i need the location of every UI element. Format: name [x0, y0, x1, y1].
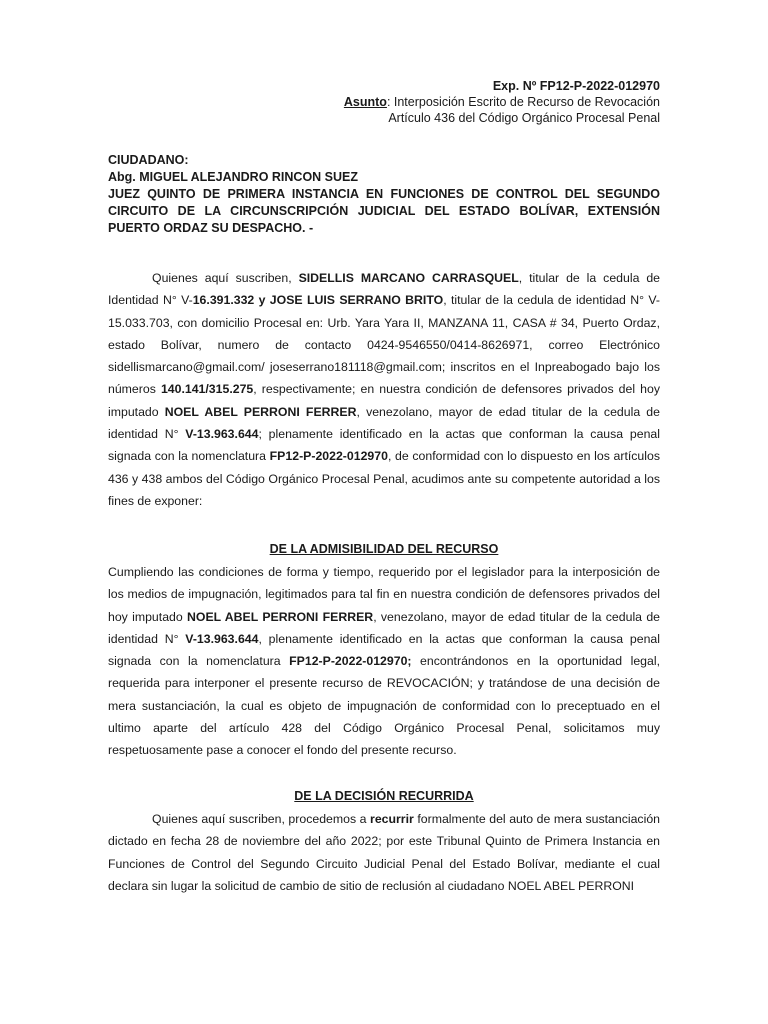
intro-bold-6: FP12-P-2022-012970 [269, 449, 388, 464]
intro-text-3: , titular de la cedula de identidad N° V-15.033.703, con domicilio Procesal en: Urb. Yara Yara II, MANZANA 11, CASA # 34, Puerto Ordaz, estado Bolívar, numero de contacto 0424-9546550/0414-8626971, correo Electrónico sidellismarcano@gmail.com/ joseserrano181118@gmail.com; inscritos en el Inpreabogado bajo los números [108, 293, 660, 397]
subject-line-2: Artículo 436 del Código Orgánico Procesal Penal [388, 111, 660, 125]
addressee-block [108, 152, 660, 237]
intro-bold-1: SIDELLIS MARCANO CARRASQUEL [298, 271, 519, 285]
intro-text-5: , venezolano, mayor de edad titular de la cedula de identidad N° [108, 404, 660, 442]
s1-bold-1: NOEL ABEL PERRONI FERRER [187, 609, 374, 624]
intro-text-4: , respectivamente; en nuestra condición de defensores privados del hoy imputado [108, 382, 660, 419]
s2-text-1: Quienes aquí suscriben, procedemos a [152, 812, 371, 826]
intro-paragraph [108, 267, 660, 512]
intro-text-6: ; plenamente identificado en la actas que conforman la causa penal signada con la nomenclatura [108, 427, 660, 464]
intro-bold-3: 140.141/315.275 [160, 382, 254, 397]
intro-text-7: , de conformidad con lo dispuesto en los artículos 436 y 438 ambos del Código Orgánico Procesal Penal, acudimos ante su competente autoridad a los fines de exponer: [108, 449, 660, 508]
s2-text-2: formalmente del auto de mera sustanciación dictado en fecha 28 de noviembre del año 2022; por este Tribunal Quinto de Primera Instancia en Funciones de Control del Segundo Circuito Judicial Penal del Estado Bolívar, mediante el cual declara sin lugar la solicitud de cambio de sitio de reclusión al ciudadano NOEL ABEL PERRONI [108, 812, 660, 893]
intro-bold-5: V-13.963.644 [185, 427, 259, 442]
s1-bold-2: V-13.963.644 [185, 631, 259, 646]
s1-text-2: , venezolano, mayor de edad titular de la cedula de identidad N° [108, 609, 660, 646]
document-header [344, 78, 660, 126]
intro-text-2: , titular de la cedula de Identidad N° V- [108, 271, 661, 308]
subject-text: : Interposición Escrito de Recurso de Revocación [386, 95, 660, 109]
s2-bold-1: recurrir [370, 812, 414, 826]
addressee-salutation: CIUDADANO: [108, 153, 189, 167]
intro-bold-2: 16.391.332 y JOSE LUIS SERRANO BRITO [192, 293, 444, 308]
intro-text-1: Quienes aquí suscriben, [152, 271, 299, 285]
addressee-title: JUEZ QUINTO DE PRIMERA INSTANCIA EN FUNCIONES DE CONTROL DEL SEGUNDO CIRCUITO DE LA CIRCUNSCRIPCIÓN JUDICIAL DEL ESTADO BOLÍVAR, EXTENSIÓN PUERTO ORDAZ SU DESPACHO. - [108, 187, 660, 235]
addressee-name: Abg. MIGUEL ALEJANDRO RINCON SUEZ [108, 170, 359, 184]
subject-line [344, 94, 660, 110]
s1-text-4: encontrándonos en la oportunidad legal, requerida para interponer el presente recurso de REVOCACIÓN; y tratándose de una decisión de mera sustanciación, la cual es objeto de impugnación de conformidad con lo preceptuado en el ultimo aparte del artículo 428 del Código Orgánico Procesal Penal, solicitamos muy respetuosamente pase a conocer el fondo del presente recurso. [108, 654, 660, 758]
intro-bold-4: NOEL ABEL PERRONI FERRER [164, 404, 357, 419]
subject-label: Asunto [343, 95, 387, 109]
s1-bold-3: FP12-P-2022-012970; [289, 654, 412, 669]
decision-paragraph [108, 808, 660, 897]
case-number: Exp. Nº FP12-P-2022-012970 [492, 79, 660, 93]
section-heading-decision: DE LA DECISIÓN RECURRIDA [294, 789, 474, 803]
admisibilidad-paragraph [108, 561, 660, 762]
s1-text-3: , plenamente identificado en la actas que conforman la causa penal signada con la nomenclatura [108, 631, 660, 669]
section-heading-admisibilidad: DE LA ADMISIBILIDAD DEL RECURSO [269, 542, 499, 556]
s1-text-1: Cumpliendo las condiciones de forma y tiempo, requerido por el legislador para la interposición de los medios de impugnación, legitimados para tal fin en nuestra condición de defensores privados del hoy imputado [108, 565, 660, 624]
